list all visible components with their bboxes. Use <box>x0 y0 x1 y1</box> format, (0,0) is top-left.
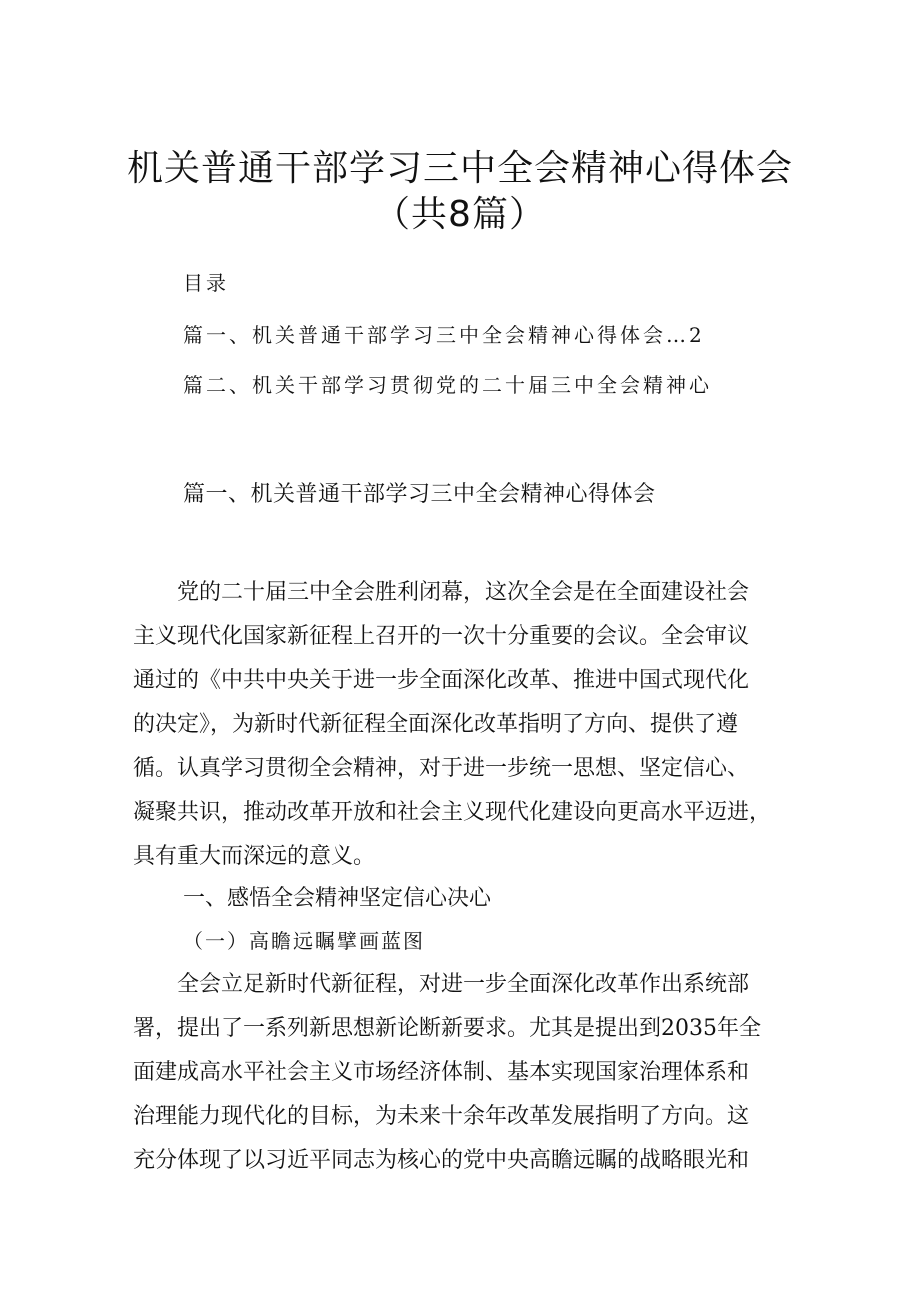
paragraph-1-line-4: 的决定》，为新时代新征程全面深化改革指明了方向、提供了遵 <box>133 712 739 737</box>
document-subtitle: （共8篇） <box>374 194 546 235</box>
paragraph-1-line-7: 具有重大而深远的意义。 <box>133 844 376 869</box>
document-title: 机关普通干部学习三中全会精神心得体会 <box>126 148 793 189</box>
heading-level-2: （一）高瞻远瞩擘画蓝图 <box>183 929 425 953</box>
paragraph-1-line-5: 循。认真学习贯彻全会精神，对于进一步统一思想、坚定信心、 <box>133 756 750 781</box>
paragraph-2-line-3: 面建成高水平社会主义市场经济体制、基本实现国家治理体系和 <box>133 1060 750 1085</box>
paragraph-2-line-5: 充分体现了以习近平同志为核心的党中央高瞻远瞩的战略眼光和 <box>133 1148 750 1173</box>
section-title: 篇一、机关普通干部学习三中全会精神心得体会 <box>183 482 656 507</box>
toc-heading: 目录 <box>183 271 229 295</box>
heading-level-1: 一、感悟全会精神坚定信心决心 <box>183 886 492 911</box>
paragraph-1-line-2: 主义现代化国家新征程上召开的一次十分重要的会议。全会审议 <box>133 624 750 649</box>
toc-item-2[interactable]: 篇二、机关干部学习贯彻党的二十届三中全会精神心 <box>183 373 712 397</box>
paragraph-2-line-2: 署，提出了一系列新思想新论断新要求。尤其是提出到2035年全 <box>133 1016 761 1041</box>
paragraph-1-line-1: 党的二十届三中全会胜利闭幕，这次全会是在全面建设社会 <box>133 580 750 605</box>
paragraph-1-line-6: 凝聚共识，推动改革开放和社会主义现代化建设向更高水平迈进， <box>133 800 772 825</box>
toc-item-1[interactable]: 篇一、机关普通干部学习三中全会精神心得体会…2 <box>183 323 705 347</box>
paragraph-2-line-1: 全会立足新时代新征程，对进一步全面深化改革作出系统部 <box>133 972 750 997</box>
paragraph-1-line-3: 通过的《中共中央关于进一步全面深化改革、推进中国式现代化 <box>133 668 750 693</box>
paragraph-2-line-4: 治理能力现代化的目标，为未来十余年改革发展指明了方向。这 <box>133 1104 750 1129</box>
